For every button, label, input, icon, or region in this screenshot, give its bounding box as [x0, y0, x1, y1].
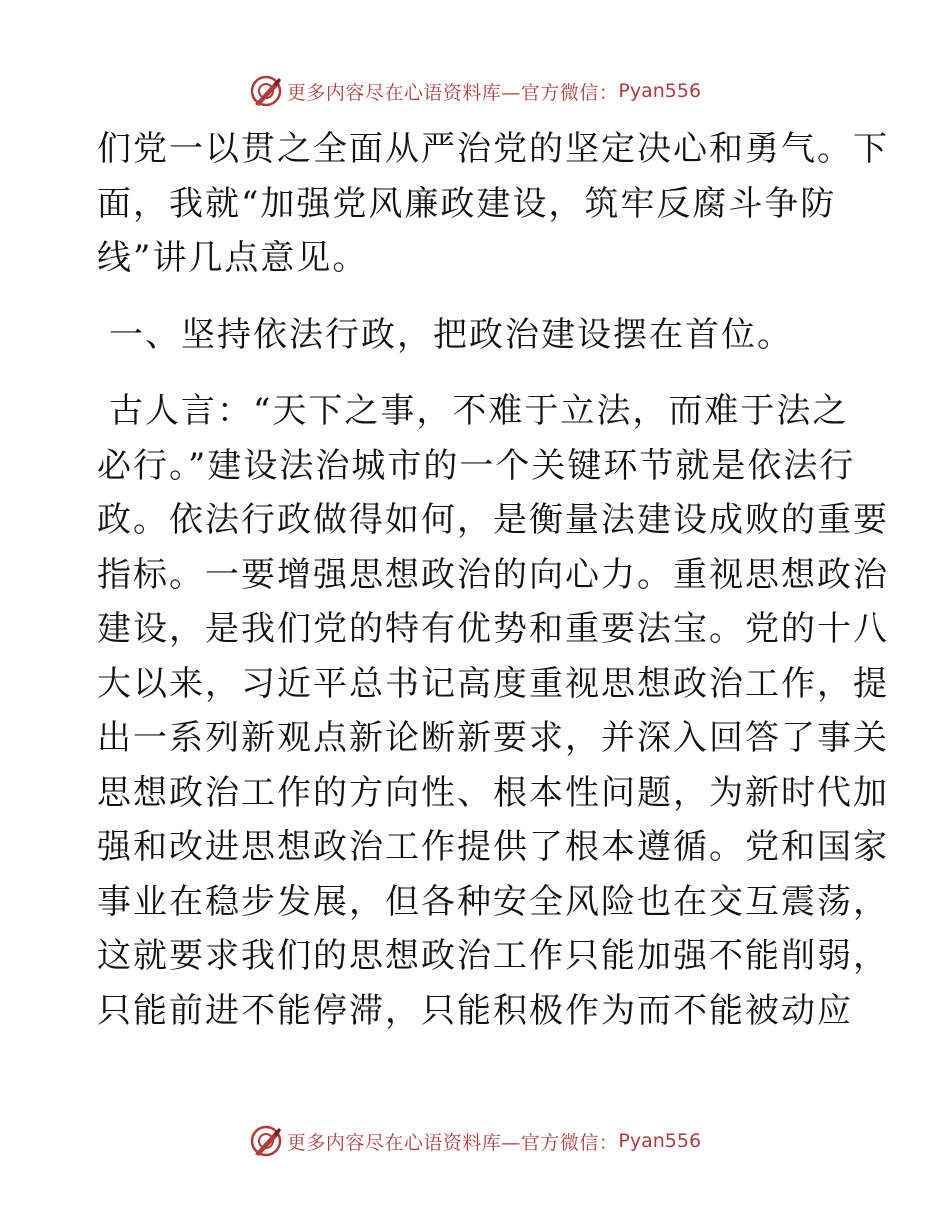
text-line: 大以来，习近平总书记高度重视思想政治工作，提 — [97, 663, 889, 704]
heading-line: 一、坚持依法行政，把政治建设摆在首位。 — [109, 314, 793, 355]
paragraph-body — [97, 384, 889, 1038]
pen-logo-icon — [249, 1124, 283, 1158]
document-body — [97, 122, 889, 1038]
watermark-handle: Pyan556 — [618, 80, 702, 102]
text-line: 强和改进思想政治工作提供了根本遵循。党和国家 — [97, 827, 889, 867]
text-line: 出一系列新观点新论断新要求，并深入回答了事关 — [97, 718, 889, 758]
text-line: 事业在稳步发展，但各种安全风险也在交互震荡， — [97, 881, 889, 922]
paragraph-intro — [97, 122, 889, 286]
watermark-handle: Pyan556 — [618, 1130, 702, 1152]
watermark-text: 更多内容尽在心语资料库—官方微信： — [286, 81, 619, 104]
text-line: 这就要求我们的思想政治工作只能加强不能削弱， — [97, 936, 889, 976]
text-line: 政。依法行政做得如何，是衡量法建设成败的重要 — [97, 500, 889, 540]
text-line: 必行。”建设法治城市的一个关键环节就是依法行 — [97, 445, 856, 486]
section-heading — [97, 308, 857, 363]
text-line: 线”讲几点意见。 — [97, 238, 369, 278]
text-line: 只能前进不能停滞，只能积极作为而不能被动应 — [97, 990, 853, 1031]
pen-logo-icon — [249, 74, 283, 108]
text-line: 思想政治工作的方向性、根本性问题，为新时代加 — [97, 772, 889, 813]
footer-watermark — [0, 1121, 950, 1161]
text-line: 们党一以贯之全面从严治党的坚定决心和勇气。下 — [97, 129, 889, 169]
header-watermark — [0, 71, 950, 111]
watermark-text: 更多内容尽在心语资料库—官方微信： — [286, 1131, 619, 1154]
text-line: 指标。一要增强思想政治的向心力。重视思想政治 — [97, 554, 889, 595]
text-line: 古人言：“天下之事，不难于立法，而难于法之 — [109, 391, 849, 431]
text-line: 面，我就“加强党风廉政建设，筑牢反腐斗争防 — [97, 183, 837, 224]
text-line: 建设，是我们党的特有优势和重要法宝。党的十八 — [97, 609, 889, 649]
